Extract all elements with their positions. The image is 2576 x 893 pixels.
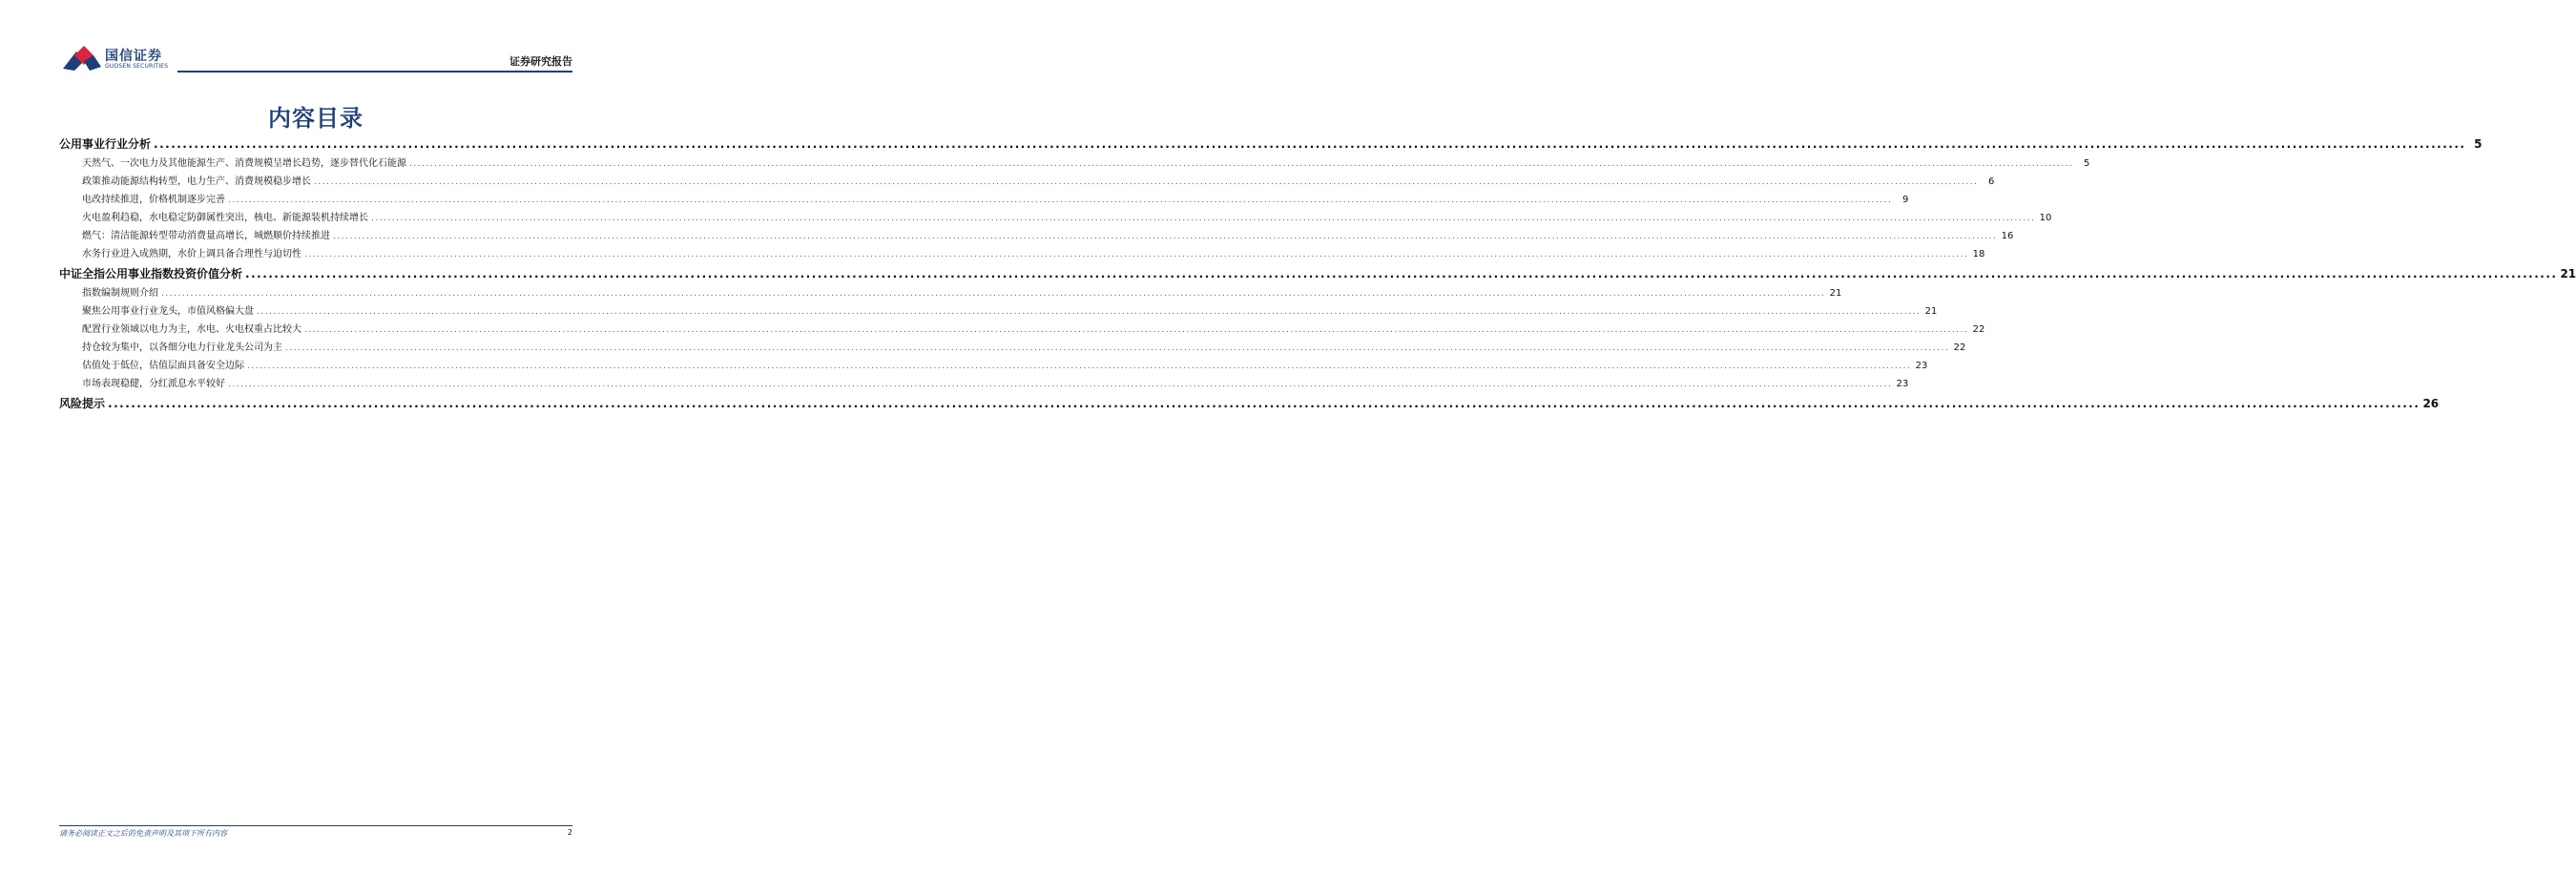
toc-item-title: 配置行业领域以电力为主，水电、火电权重占比较大: [82, 324, 301, 335]
toc-section-title: 中证全指公用事业指数投资价值分析: [59, 267, 243, 280]
toc-item[interactable]: [59, 284, 1842, 302]
toc-leader-dots: ................................................................................................................................................................................................................................................................................................................................................................................................................: [154, 137, 2466, 151]
toc-item-page-number: 10: [2039, 213, 2052, 223]
table-of-contents: [59, 134, 2576, 414]
toc-title: 内容目录: [268, 105, 364, 132]
toc-item-page-number: 23: [1896, 379, 1909, 389]
toc-item-page-number: 6: [1987, 177, 1995, 187]
toc-item-page-number: 9: [1901, 195, 1909, 205]
toc-item-title: 估值处于低位，估值层面具备安全边际: [82, 361, 244, 371]
toc-section-page-number: 21: [2560, 267, 2576, 280]
toc-section-title: 公用事业行业分析: [59, 137, 152, 151]
toc-item-page-number: 22: [1972, 324, 1985, 335]
toc-item-title: 天然气、一次电力及其他能源生产、消费规模呈增长趋势，逐步替代化石能源: [82, 158, 406, 169]
toc-item-page-number: 16: [2001, 231, 2014, 241]
toc-section[interactable]: [59, 134, 2483, 155]
toc-item-page-number: 22: [1953, 343, 1966, 353]
toc-item-title: 水务行业进入成熟期，水价上调具备合理性与迫切性: [82, 249, 301, 260]
toc-item-title: 持仓较为集中，以各细分电力行业龙头公司为主: [82, 343, 282, 353]
toc-item[interactable]: [59, 302, 1938, 321]
toc-section[interactable]: [59, 263, 2576, 284]
toc-leader-dots: ................................................................................................................................................................................................................................................................................................................................................................................................................: [108, 397, 2420, 410]
toc-item-title: 火电盈利趋稳，水电稳定防御属性突出，核电、新能源装机持续增长: [82, 213, 368, 223]
toc-section-page-number: 26: [2422, 397, 2440, 410]
toc-item-page-number: 21: [1829, 288, 1842, 299]
toc-item-title: 燃气：清洁能源转型带动消费量高增长，城燃顺价持续推进: [82, 231, 330, 241]
footer-disclaimer: 请务必阅读正文之后的免责声明及其项下所有内容: [59, 829, 227, 838]
guosen-logo-icon: [63, 46, 101, 73]
toc-item[interactable]: [59, 339, 1966, 357]
toc-leader-dots: ................................................................................................................................................................................................................................................................................................................................................................................................................: [285, 343, 1950, 353]
toc-item[interactable]: [59, 155, 2090, 173]
toc-item-page-number: 18: [1972, 249, 1985, 260]
logo-chinese-name: 国信证券: [105, 49, 162, 64]
logo-english-name: GUOSEN SECURITIES: [105, 63, 169, 70]
toc-item[interactable]: [59, 245, 1985, 263]
toc-item[interactable]: [59, 375, 1909, 393]
toc-item[interactable]: [59, 227, 2014, 245]
toc-leader-dots: ................................................................................................................................................................................................................................................................................................................................................................................................................: [304, 325, 1969, 335]
toc-item[interactable]: [59, 321, 1985, 339]
toc-item-title: 指数编制规则介绍: [82, 288, 158, 299]
toc-leader-dots: ................................................................................................................................................................................................................................................................................................................................................................................................................: [409, 159, 2074, 169]
footer-page-number: 2: [567, 828, 572, 837]
company-logo: [63, 42, 177, 74]
toc-item[interactable]: [59, 209, 2052, 227]
toc-leader-dots: ................................................................................................................................................................................................................................................................................................................................................................................................................: [228, 380, 1893, 389]
toc-section-page-number: 5: [2474, 137, 2483, 151]
toc-leader-dots: ................................................................................................................................................................................................................................................................................................................................................................................................................: [304, 250, 1969, 260]
toc-item[interactable]: [59, 357, 1928, 375]
report-type-label: 证券研究报告: [509, 55, 572, 68]
toc-section[interactable]: [59, 393, 2440, 414]
toc-item-title: 聚焦公用事业行业龙头，市值风格偏大盘: [82, 306, 254, 317]
toc-leader-dots: ................................................................................................................................................................................................................................................................................................................................................................................................................: [314, 177, 1979, 187]
toc-item[interactable]: [59, 191, 1909, 209]
toc-leader-dots: ................................................................................................................................................................................................................................................................................................................................................................................................................: [228, 196, 1893, 205]
footer-divider: [59, 825, 572, 826]
toc-item-title: 电改持续推进，价格机制逐步完善: [82, 195, 225, 205]
toc-item-page-number: 23: [1915, 361, 1928, 371]
toc-leader-dots: ................................................................................................................................................................................................................................................................................................................................................................................................................: [257, 307, 1922, 317]
toc-item-title: 市场表现稳健，分红派息水平较好: [82, 379, 225, 389]
toc-leader-dots: ................................................................................................................................................................................................................................................................................................................................................................................................................: [333, 232, 1998, 241]
toc-item[interactable]: [59, 173, 1995, 191]
toc-leader-dots: ................................................................................................................................................................................................................................................................................................................................................................................................................: [371, 214, 2036, 223]
toc-item-page-number: 21: [1924, 306, 1938, 317]
toc-item-page-number: 5: [2083, 158, 2090, 169]
toc-section-title: 风险提示: [59, 397, 106, 410]
toc-leader-dots: ................................................................................................................................................................................................................................................................................................................................................................................................................: [247, 362, 1912, 371]
toc-item-title: 政策推动能源结构转型，电力生产、消费规模稳步增长: [82, 177, 311, 187]
header-divider: [177, 71, 572, 73]
toc-leader-dots: ................................................................................................................................................................................................................................................................................................................................................................................................................: [245, 267, 2558, 280]
toc-leader-dots: ................................................................................................................................................................................................................................................................................................................................................................................................................: [161, 289, 1826, 299]
